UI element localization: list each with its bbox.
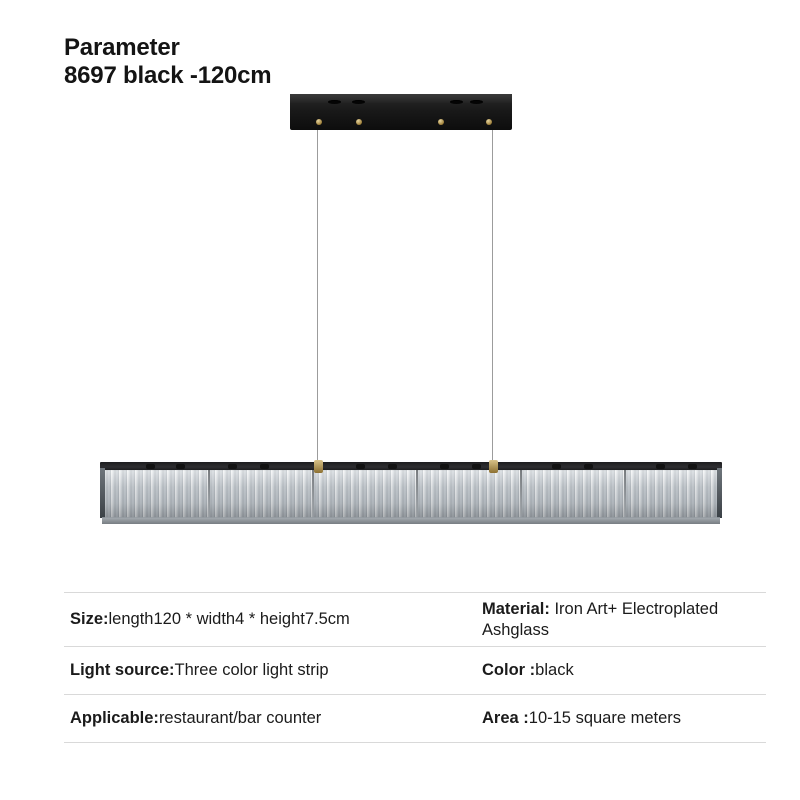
glass-seam xyxy=(416,470,418,518)
suspension-cable-left xyxy=(317,130,318,502)
spec-applicable-value: restaurant/bar counter xyxy=(158,709,322,728)
led-module xyxy=(440,464,449,469)
led-module xyxy=(584,464,593,469)
spec-size xyxy=(64,593,476,646)
product-image xyxy=(0,80,800,560)
glass-seam xyxy=(520,470,522,518)
spec-light-source xyxy=(64,647,476,694)
table-row xyxy=(64,593,766,647)
canopy-screw xyxy=(438,119,444,125)
led-module xyxy=(228,464,237,469)
canopy-screw xyxy=(486,119,492,125)
led-module xyxy=(472,464,481,469)
led-module xyxy=(260,464,269,469)
spec-light-source-label: Light source: xyxy=(70,661,175,680)
spec-size-label: Size: xyxy=(70,610,109,629)
led-module xyxy=(552,464,561,469)
table-row xyxy=(64,647,766,695)
spec-applicable-label: Applicable: xyxy=(70,709,159,728)
spec-material xyxy=(476,593,766,646)
led-module xyxy=(688,464,697,469)
table-row xyxy=(64,695,766,743)
glass-shading xyxy=(103,470,719,518)
specification-table xyxy=(64,592,766,743)
spec-color-value: black xyxy=(535,661,574,680)
canopy-hole xyxy=(352,100,365,104)
page-title-model: 8697 black -120cm xyxy=(64,62,272,90)
spec-area-value: 10-15 square meters xyxy=(528,709,682,728)
spec-material-label: Material: xyxy=(482,600,550,618)
led-module xyxy=(656,464,665,469)
canopy-screw xyxy=(356,119,362,125)
led-module xyxy=(388,464,397,469)
glass-seam xyxy=(312,470,314,518)
cable-mount xyxy=(314,460,323,473)
spec-area-label: Area : xyxy=(482,709,529,728)
led-module xyxy=(146,464,155,469)
spec-color-label: Color : xyxy=(482,661,536,680)
led-module xyxy=(176,464,185,469)
spec-area xyxy=(476,695,766,742)
glass-seam xyxy=(208,470,210,518)
glass-seam xyxy=(624,470,626,518)
suspension-cable-right xyxy=(492,130,493,502)
bar-end-cap-right xyxy=(717,468,722,518)
canopy-hole xyxy=(470,100,483,104)
spec-material-value: Iron Art+ Electroplated Ashglass xyxy=(482,600,719,639)
light-bar xyxy=(100,462,722,524)
bar-end-cap-left xyxy=(100,468,105,518)
spec-light-source-value: Three color light strip xyxy=(174,661,329,680)
cable-mount xyxy=(489,460,498,473)
led-module xyxy=(356,464,365,469)
canopy-screw xyxy=(316,119,322,125)
canopy-hole xyxy=(328,100,341,104)
spec-color xyxy=(476,647,766,694)
page-title-main: Parameter xyxy=(64,34,180,61)
bar-bottom-frame xyxy=(102,517,720,524)
spec-applicable xyxy=(64,695,476,742)
ceiling-canopy xyxy=(290,94,512,130)
canopy-hole xyxy=(450,100,463,104)
spec-size-value: length120 * width4 * height7.5cm xyxy=(108,610,350,629)
